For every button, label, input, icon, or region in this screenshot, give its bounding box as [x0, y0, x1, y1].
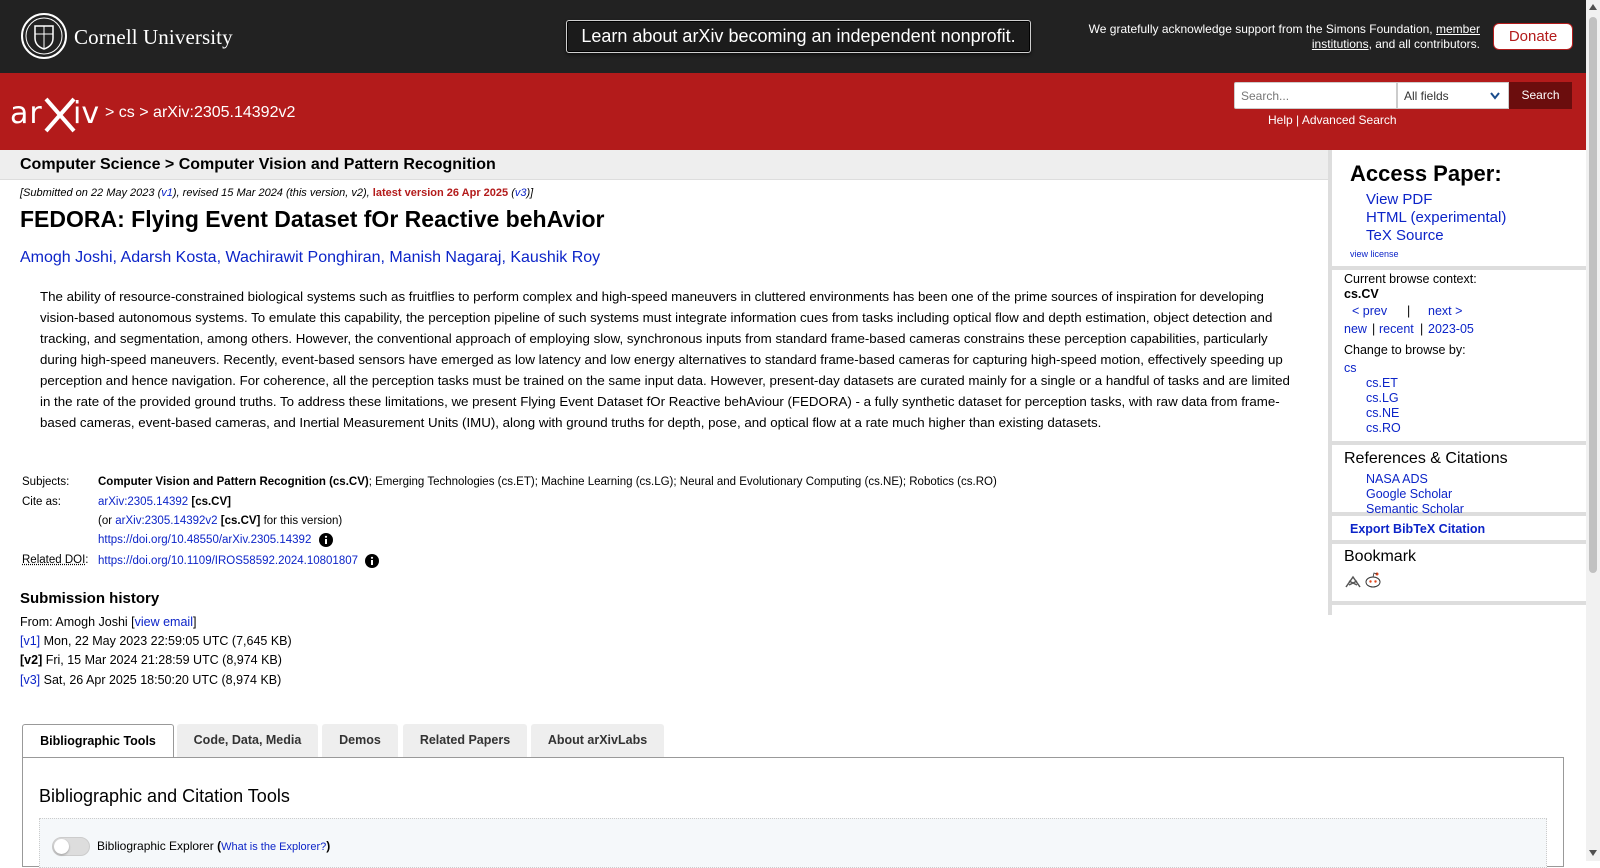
author-list: Amogh Joshi, Adarsh Kosta, Wachirawit Ponghiran, Manish Nagaraj, Kaushik Roy — [20, 249, 601, 266]
from-text: From: Amogh Joshi [ — [20, 615, 135, 629]
latest-version-notice: latest version 26 Apr 2025 — [372, 187, 509, 199]
dateline-text: )] — [526, 187, 534, 199]
html-experimental-link[interactable]: HTML (experimental) — [1366, 209, 1507, 226]
help-sep: | — [1296, 113, 1300, 127]
semantic-scholar-link[interactable]: Semantic Scholar — [1366, 502, 1464, 516]
tab-bibliographic-tools[interactable]: Bibliographic Tools — [22, 724, 174, 758]
nasa-ads-link[interactable]: NASA ADS — [1366, 472, 1428, 486]
related-doi-link[interactable]: https://doi.org/10.1109/IROS58592.2024.10801807 — [98, 555, 359, 568]
references-section — [1332, 445, 1586, 516]
explorer-paren: ( — [217, 839, 222, 853]
advanced-search-link[interactable]: Advanced Search — [1301, 113, 1397, 127]
from-text-end: ] — [192, 615, 197, 629]
bookmark-title: Bookmark — [1344, 548, 1417, 565]
dateline-text: [Submitted on 22 May 2023 ( — [20, 187, 162, 199]
author-link[interactable]: Amogh Joshi — [20, 249, 113, 266]
what-is-explorer-link[interactable]: What is the Explorer? — [221, 841, 327, 853]
ack-suffix: , and all contributors. — [1368, 37, 1480, 51]
info-icon[interactable] — [365, 554, 379, 568]
abstract: The ability of resource-constrained biological systems such as fruitflies to perform complex and high-speed maneuvers in cluttered environments has been one of the prime sources of inspiration for developing vision-based autonomous systems. To emulate this capability, the perception pipeline of such systems must integrate information cues from tasks including optical flow and depth estimation, object detection and tracking, and segmentation, among others. However, the conventional approach of employing slow, synchronous inputs from standard frame-based cameras constrains these perception capabilities, particularly during high-speed maneuvers. Recently, event-based sensors have emerged as low latency and low energy alternatives to standard frame-based cameras for capturing high-speed motion, effectively speeding up perception and hence navigation. For coherence, all the perception tasks must be trained on the same input data. However, present-day datasets are curated mainly for a single or a handful of tasks and are limited in the rate of the provided ground truths. To address these limitations, we present Flying Event Dataset fOr Reactive behAviour (FEDORA) - a fully synthetic dataset for perception tasks, with raw data from frame-based cameras, event-based cameras, and Inertial Measurement Units (IMU), along with ground truths for depth, pose, and optical flow at a rate much higher than existing datasets. — [40, 289, 1290, 430]
view-pdf-link[interactable]: View PDF — [1366, 191, 1433, 208]
access-paper-section — [1332, 150, 1586, 270]
version-link[interactable]: [v3] — [20, 673, 41, 687]
browse-cs-ne-link[interactable]: cs.NE — [1366, 406, 1400, 420]
tab-code-data-media[interactable]: Code, Data, Media — [177, 724, 318, 757]
nav-sep: | — [1420, 322, 1424, 336]
cite-arxiv-link[interactable]: arXiv:2305.14392 — [98, 496, 189, 508]
bibliographic-tools-panel — [22, 757, 1564, 867]
support-acknowledgement — [1070, 22, 1480, 52]
author-link[interactable]: Wachirawit Ponghiran — [225, 249, 381, 266]
cite-label: Cite as: — [22, 496, 61, 508]
panel-title: Bibliographic and Citation Tools — [39, 786, 290, 806]
svg-text:iv: iv — [73, 96, 100, 131]
cite-version-suffix: for this version) — [260, 515, 343, 527]
help-link[interactable]: Help — [1268, 113, 1293, 127]
related-doi-colon: : — [85, 554, 89, 566]
version-date: Mon, 22 May 2023 22:59:05 UTC (7,645 KB) — [40, 634, 292, 648]
scroll-thumb[interactable] — [1589, 17, 1597, 573]
bibliographic-explorer-toggle[interactable] — [52, 837, 90, 856]
doi-value — [98, 533, 333, 547]
explorer-paren: ) — [326, 839, 331, 853]
paper-title: FEDORA: Flying Event Dataset fOr Reactive behAvior — [20, 206, 605, 232]
search-field-value: All fields — [1404, 89, 1449, 103]
export-section — [1332, 516, 1586, 544]
version-entry — [20, 673, 281, 687]
cite-version-value — [98, 515, 342, 527]
subjects-label: Subjects: — [22, 476, 70, 488]
related-doi-value — [98, 554, 379, 568]
arxiv-header — [0, 73, 1586, 150]
version-link[interactable]: [v1] — [20, 634, 41, 648]
google-scholar-link[interactable]: Google Scholar — [1366, 487, 1453, 501]
chevron-down-icon — [1490, 92, 1500, 100]
v1-link[interactable]: v1 — [161, 187, 173, 199]
browse-context-label: Current browse context: — [1344, 272, 1477, 286]
dateline-text: ), revised 15 Mar 2024 (this version, v2), — [172, 187, 373, 199]
submission-from — [20, 615, 196, 629]
explorer-label-text: Bibliographic Explorer — [97, 839, 214, 853]
breadcrumb-paper-id: arXiv:2305.14392v2 — [153, 104, 296, 121]
nav-sep: | — [1407, 304, 1411, 318]
subjects-value — [98, 476, 997, 488]
cite-version-prefix: (or — [98, 515, 116, 527]
view-email-link[interactable]: view email — [134, 615, 193, 629]
primary-subject: Computer Vision and Pattern Recognition (cs.CV) — [98, 476, 369, 488]
prev-link[interactable]: < prev — [1352, 304, 1388, 318]
doi-link[interactable]: https://doi.org/10.48550/arXiv.2305.14392 — [98, 534, 312, 547]
browse-cs-lg-link[interactable]: cs.LG — [1366, 391, 1399, 405]
bibsonomy-icon[interactable] — [1344, 573, 1362, 589]
version-entry — [20, 634, 292, 648]
cite-version-link[interactable]: arXiv:2305.14392v2 — [115, 515, 218, 527]
current-version-tag: [v2] — [20, 653, 43, 667]
ack-prefix: We gratefully acknowledge support from the Simons Foundation, — [1088, 22, 1433, 36]
browse-cs-link[interactable]: cs — [1344, 361, 1357, 375]
right-sidebar — [1328, 150, 1586, 615]
breadcrumb-cs-link[interactable]: cs — [118, 104, 135, 121]
member-institutions-link[interactable]: member institutions — [1311, 22, 1480, 51]
search-input[interactable]: Search... — [1234, 82, 1397, 109]
cornell-seal-icon[interactable] — [20, 12, 68, 60]
scroll-up-arrow-icon[interactable] — [1589, 4, 1597, 10]
scroll-down-arrow-icon[interactable] — [1589, 850, 1597, 856]
breadcrumb-sep: > — [139, 104, 149, 121]
version-entry — [20, 653, 282, 667]
submission-history-title: Submission history — [20, 590, 160, 607]
tab-about-arxivlabs[interactable]: About arXivLabs — [531, 724, 664, 757]
arxiv-logo-icon[interactable] — [10, 93, 102, 135]
next-link[interactable]: next > — [1428, 304, 1463, 318]
browse-context-section — [1332, 270, 1586, 445]
nonprofit-announcement-button[interactable]: Learn about arXiv becoming an independent nonprofit. — [566, 20, 1031, 53]
page-scrollbar[interactable] — [1586, 0, 1600, 861]
svg-text:ar: ar — [10, 96, 43, 131]
new-link[interactable]: new — [1344, 322, 1367, 336]
breadcrumb-sep: > — [105, 104, 115, 121]
references-title: References & Citations — [1344, 450, 1508, 467]
donate-button[interactable]: Donate — [1493, 23, 1573, 50]
related-doi-abbr: Related DOI — [22, 554, 86, 566]
cite-version-tag: [cs.CV] — [220, 515, 261, 527]
explorer-label — [97, 839, 330, 853]
top-banner — [0, 0, 1586, 73]
search-field-select[interactable] — [1397, 82, 1509, 109]
cornell-university-logo-text[interactable]: Cornell University — [74, 25, 233, 49]
search-button[interactable]: Search — [1509, 82, 1572, 109]
version-date: Sat, 26 Apr 2025 18:50:20 UTC (8,974 KB) — [40, 673, 282, 687]
access-paper-title: Access Paper: — [1350, 161, 1502, 186]
export-bibtex-link[interactable]: Export BibTeX Citation — [1350, 522, 1486, 536]
author-link[interactable]: Adarsh Kosta — [120, 249, 217, 266]
reddit-icon[interactable] — [1364, 571, 1382, 589]
browse-cs-ro-link[interactable]: cs.RO — [1366, 421, 1401, 435]
change-browse-label: Change to browse by: — [1344, 343, 1466, 357]
browse-cs-et-link[interactable]: cs.ET — [1366, 376, 1398, 390]
help-links — [1268, 113, 1397, 127]
related-doi-label — [22, 554, 88, 566]
recent-link[interactable]: recent — [1379, 322, 1414, 336]
secondary-subjects: ; Emerging Technologies (cs.ET); Machine Learning (cs.LG); Neural and Evolutionary Computing (cs.NE); Robotics (cs.RO) — [368, 476, 997, 488]
view-license-link[interactable]: view license — [1350, 249, 1399, 259]
author-link[interactable]: Manish Nagaraj — [389, 249, 502, 266]
nav-sep: | — [1372, 322, 1376, 336]
month-link[interactable]: 2023-05 — [1428, 322, 1474, 336]
browse-context-value: cs.CV — [1344, 287, 1379, 301]
dateline-text: ( — [508, 187, 515, 199]
tex-source-link[interactable]: TeX Source — [1366, 227, 1444, 244]
tab-related-papers[interactable]: Related Papers — [403, 724, 527, 757]
version-date: Fri, 15 Mar 2024 21:28:59 UTC (8,974 KB) — [42, 653, 282, 667]
submission-dateline — [20, 187, 533, 199]
author-link[interactable]: Kaushik Roy — [510, 249, 601, 266]
bookmark-section — [1332, 544, 1586, 605]
subject-heading: Computer Science > Computer Vision and Pattern Recognition — [0, 150, 1328, 180]
tab-demos[interactable]: Demos — [322, 724, 398, 757]
v3-link[interactable]: v3 — [514, 187, 527, 199]
cite-value — [98, 496, 231, 508]
info-icon[interactable] — [319, 533, 333, 547]
breadcrumb — [105, 104, 295, 122]
cite-tag: [cs.CV] — [191, 496, 231, 508]
